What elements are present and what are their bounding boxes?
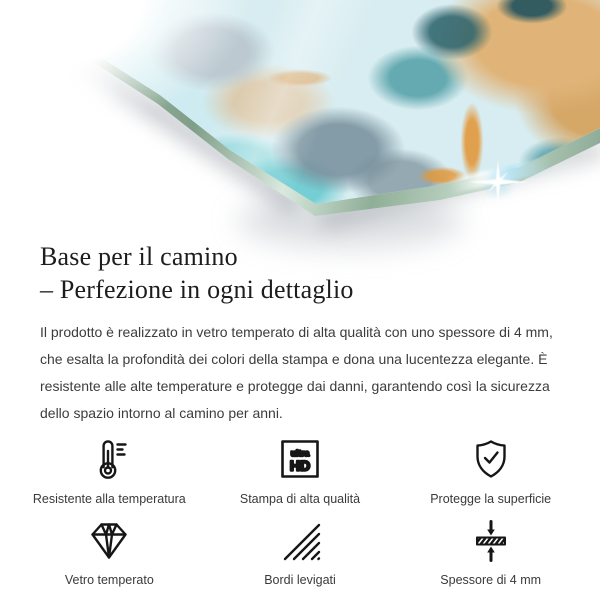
feature-label: Bordi levigati — [264, 573, 336, 587]
feature-label: Protegge la superficie — [430, 492, 552, 506]
feature-label: Resistente alla temperatura — [32, 492, 186, 506]
page-title-line1: Base per il camino — [40, 242, 238, 271]
feature-protects-surface — [395, 437, 586, 506]
feature-high-quality-print — [205, 437, 396, 506]
feature-tempered-glass — [14, 518, 205, 587]
ultra-hd-icon — [278, 437, 322, 481]
feature-label: Spessore di 4 mm — [440, 573, 542, 587]
diamond-icon — [87, 518, 131, 562]
feature-grid — [0, 437, 600, 587]
polished-edges-icon — [278, 518, 322, 562]
feature-thickness-4mm — [395, 518, 586, 587]
feature-temperature-resistant — [14, 437, 205, 506]
page-title-line2: – Perfezione in ogni dettaglio — [40, 275, 354, 304]
page-title — [40, 240, 560, 306]
ultra-hd-icon-text-top: ultra — [290, 448, 310, 458]
feature-label: Stampa di alta qualità — [239, 492, 361, 506]
thickness-4mm-icon — [469, 518, 513, 562]
ultra-hd-icon-text-bottom: HD — [289, 457, 311, 474]
sparkle-flare-icon — [466, 150, 530, 214]
feature-label: Vetro temperato — [64, 573, 154, 587]
feature-polished-edges — [205, 518, 396, 587]
thermometer-icon — [87, 437, 131, 481]
product-description: Il prodotto è realizzato in vetro temperato di alta qualità con uno spessore di 4 mm, che esalta la profondità dei colori della stampa e dona una lucentezza elegante. È resistente alle alte temperature e protegge dai danni, garantendo così la sicurezza dello spazio intorno al camino per anni. — [40, 324, 553, 421]
shield-check-icon — [469, 437, 513, 481]
product-hero-image — [0, 0, 600, 232]
